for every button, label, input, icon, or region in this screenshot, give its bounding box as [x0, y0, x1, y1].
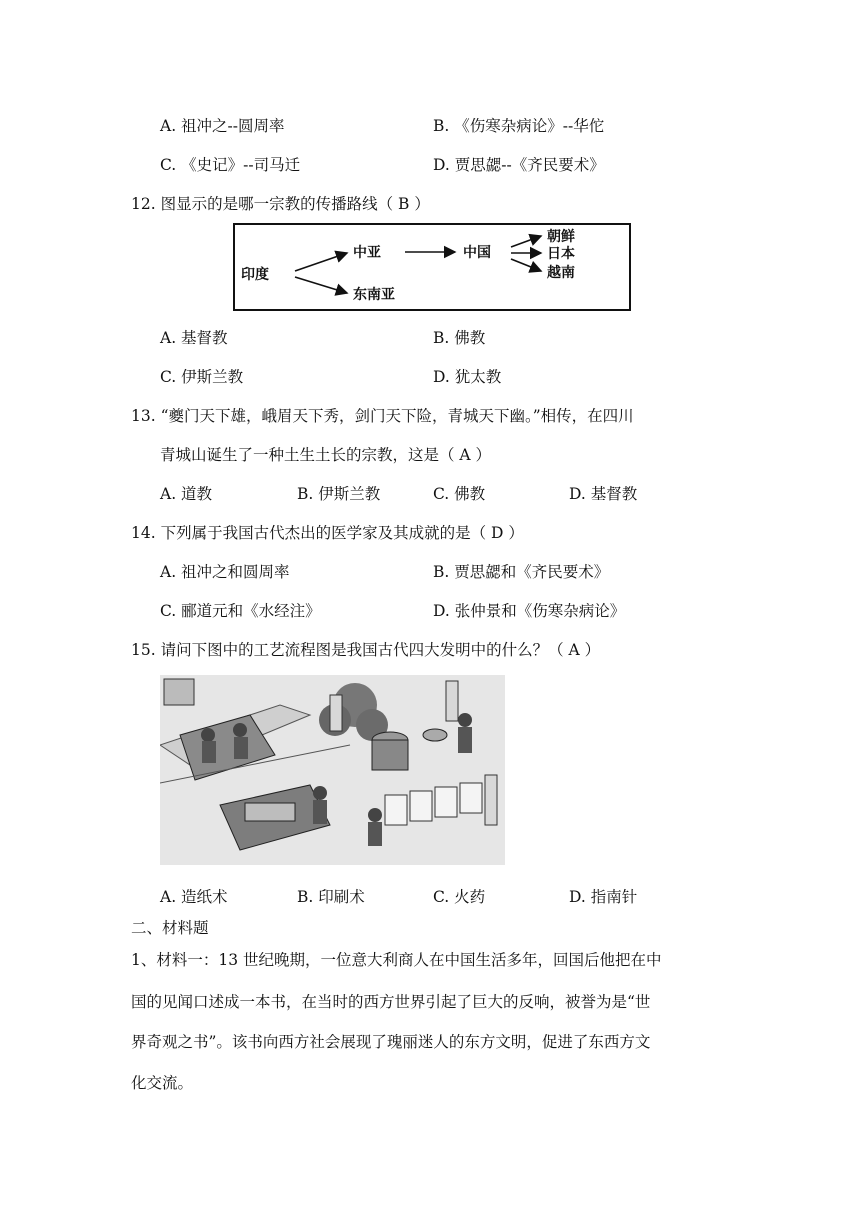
diagram-label-hub: 中国 [463, 245, 491, 261]
q12-option-b: B. 佛教 [433, 329, 486, 347]
q15-option-c: C. 火药 [433, 888, 486, 906]
arrow-to-sea [295, 277, 347, 293]
papermaking-process-illustration [160, 675, 505, 865]
q13-stem-line2: 青城山诞生了一种土生土长的宗教，这是（ A ） [160, 446, 492, 464]
q15-stem: 15. 请问下图中的工艺流程图是我国古代四大发明中的什么？（ A ） [131, 641, 601, 659]
diagram-label-sea: 东南亚 [353, 287, 395, 303]
q12-option-c: C. 伊斯兰教 [160, 368, 244, 386]
arrow-to-mid [295, 253, 347, 271]
q13-stem-line1: 13. “夔门天下雄，峨眉天下秀，剑门天下险，青城天下幽。”相传，在四川 [131, 407, 634, 425]
q14-option-d: D. 张仲景和《伤寒杂病论》 [433, 602, 626, 620]
q11-option-c: C. 《史记》--司马迁 [160, 156, 301, 174]
q14-option-a: A. 祖冲之和圆周率 [160, 563, 290, 581]
diagram-label-mid: 中亚 [353, 245, 381, 261]
q13-option-b: B. 伊斯兰教 [297, 485, 381, 503]
q11-option-b: B. 《伤寒杂病论》--华佗 [433, 117, 605, 135]
q13-option-c: C. 佛教 [433, 485, 486, 503]
q12-option-d: D. 犹太教 [433, 368, 502, 386]
material-paragraph-line2: 国的见闻口述成一本书，在当时的西方世界引起了巨大的反响，被誉为是“世 [131, 993, 651, 1011]
q14-stem: 14. 下列属于我国古代杰出的医学家及其成就的是（ D ） [131, 524, 524, 542]
arrow-to-dest1 [511, 236, 541, 247]
q11-option-a: A. 祖冲之--圆周率 [160, 117, 285, 135]
q13-option-a: A. 道教 [160, 485, 213, 503]
q14-option-b: B. 贾思勰和《齐民要术》 [433, 563, 610, 581]
q13-option-d: D. 基督教 [569, 485, 638, 503]
q15-option-d: D. 指南针 [569, 888, 638, 906]
q14-option-c: C. 郦道元和《水经注》 [160, 602, 321, 620]
diagram-label-dest3: 越南 [547, 265, 575, 281]
diagram-label-origin: 印度 [241, 267, 269, 283]
arrow-to-dest3 [511, 259, 541, 271]
q15-option-a: A. 造纸术 [160, 888, 228, 906]
material-paragraph-line1: 1、材料一：13 世纪晚期，一位意大利商人在中国生活多年，回国后他把在中 [131, 951, 662, 969]
diagram-label-dest1: 朝鲜 [547, 229, 575, 245]
diagram-label-dest2: 日本 [547, 246, 575, 262]
q12-stem: 12. 图显示的是哪一宗教的传播路线（ B ） [131, 195, 430, 213]
q11-option-d: D. 贾思勰--《齐民要术》 [433, 156, 605, 174]
religion-spread-diagram [233, 223, 631, 311]
section-heading: 二、材料题 [131, 919, 209, 937]
q12-option-a: A. 基督教 [160, 329, 228, 347]
material-paragraph-line3: 界奇观之书”。该书向西方社会展现了瑰丽迷人的东方文明，促进了东西方文 [131, 1033, 651, 1051]
material-paragraph-line4: 化交流。 [131, 1074, 194, 1092]
q15-option-b: B. 印刷术 [297, 888, 365, 906]
